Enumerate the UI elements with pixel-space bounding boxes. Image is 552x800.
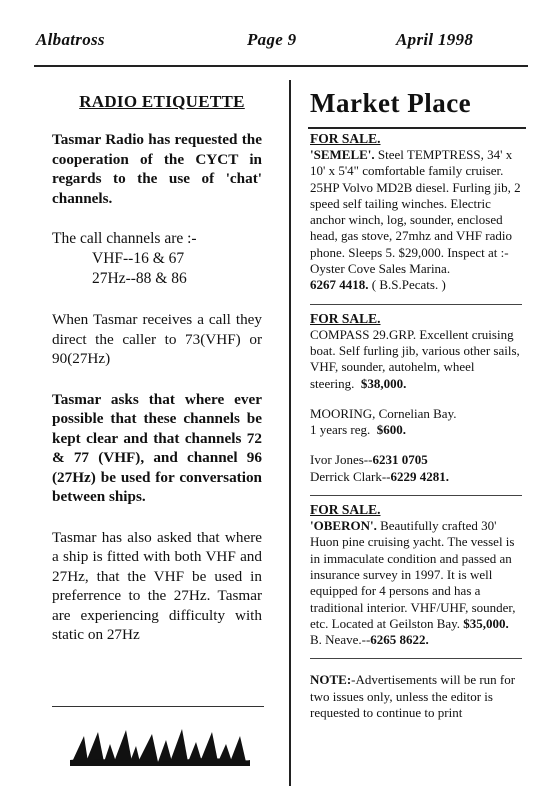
call-channels-intro: The call channels are :- [52, 230, 197, 247]
ad-separator [310, 658, 522, 659]
ad-separator [310, 304, 522, 305]
note-label: NOTE: [310, 672, 352, 688]
ad-text [310, 518, 522, 648]
for-sale-label: FOR SALE. [310, 502, 381, 518]
article-para-preference: Tasmar has also asked that where a ship is fitted with both VHF and 27Hz, that the VHF be used in preferrence to the 27Hz. Tasmar are experiencing difficulty with static on 27Hz [52, 528, 262, 643]
ad-compass [310, 311, 522, 485]
radio-etiquette-article [52, 92, 262, 645]
mooring-term: 1 years reg. [310, 422, 371, 438]
contact-name: B. Neave.-- [310, 632, 371, 648]
contact-phone: 6265 8622. [370, 632, 429, 648]
article-para-direct: When Tasmar receives a call they direct the caller to 73(VHF) or 90(27Hz) [52, 311, 262, 367]
ad-contacts [310, 452, 522, 485]
mooring-price: $600. [376, 422, 407, 438]
call-channel-vhf: VHF--16 & 67 [92, 250, 185, 267]
market-place-section [310, 88, 522, 734]
page-number: Page 9 [247, 30, 297, 49]
ad-semele [310, 131, 522, 294]
ad-price: $35,000. [463, 615, 509, 631]
mooring-text [310, 406, 522, 439]
advertisement-note [310, 672, 522, 721]
boat-name: 'OBERON'. [310, 518, 377, 534]
for-sale-label: FOR SALE. [310, 131, 381, 146]
contact-phone: 6229 4281. [390, 468, 449, 484]
issue-date: April 1998 [396, 30, 474, 49]
ad-separator [310, 495, 522, 496]
ad-contact [310, 277, 522, 293]
section-title: Market Place [310, 88, 472, 118]
column-divider [289, 80, 291, 786]
article-intro: Tasmar Radio has requested the cooperation of the CYCT in regards to the use of 'chat' channels. [52, 131, 262, 207]
ad-oberon [310, 502, 522, 648]
call-channel-27: 27Hz--88 & 86 [92, 270, 187, 287]
for-sale-label: FOR SALE. [310, 310, 381, 326]
ad-text [310, 147, 522, 277]
header-rule [34, 65, 528, 67]
mooring-location: MOORING, Cornelian Bay. [310, 405, 457, 421]
fleet-silhouette-logo [70, 726, 250, 768]
ad-body: COMPASS 29.GRP. Excellent cruising boat. Self furling jib, various other sails, VHF, sounder, autohelm, wheel steering. [310, 326, 520, 391]
contact-name: ( B.S.Pecats. ) [368, 277, 446, 293]
contact-name: Derrick Clark-- [310, 468, 391, 484]
left-footer-rule [52, 706, 264, 707]
note-text: -Advertisements will be run for two issues only, unless the editor is requested to continue to print [310, 672, 516, 721]
ad-price: $38,000. [360, 375, 407, 391]
publication-name: Albatross [36, 30, 105, 49]
article-para-request: Tasmar asks that where ever possible that these channels be kept clear and that channels 72 & 77 (VHF), and channel 96 (27Hz) be used for conversation between ships. [52, 390, 262, 505]
ad-body: Beautifully crafted 30' Huon pine cruising yacht. The vessel is in immaculate condition and passed an insurance survey in 1997. It is well equipped for 4 persons and has a traditional interior. VHF/UHF, sounder, etc. Located at Geilston Bay. [310, 518, 516, 631]
boat-name: 'SEMELE'. [310, 147, 375, 162]
call-channels [52, 229, 262, 289]
ad-body: Steel TEMPTRESS, 34' x 10' x 5'4" comfortable family cruiser. 25HP Volvo MD2B diesel. Furling jib, 2 speed self tailing winches. Electric anchor winch, log, sounder, enclosed head, gas stove, 27mhz and VHF radio phone. Sleeps 5. $29,000. Inspect at :- Oyster Cove Sales Marina. [310, 147, 521, 277]
title-rule [308, 127, 526, 129]
contact-phone: 6267 4418. [310, 277, 369, 293]
contact-phone: 6231 0705 [372, 452, 428, 468]
contact-name: Ivor Jones-- [310, 452, 373, 468]
article-title: RADIO ETIQUETTE [79, 92, 245, 111]
ad-text [310, 327, 522, 392]
